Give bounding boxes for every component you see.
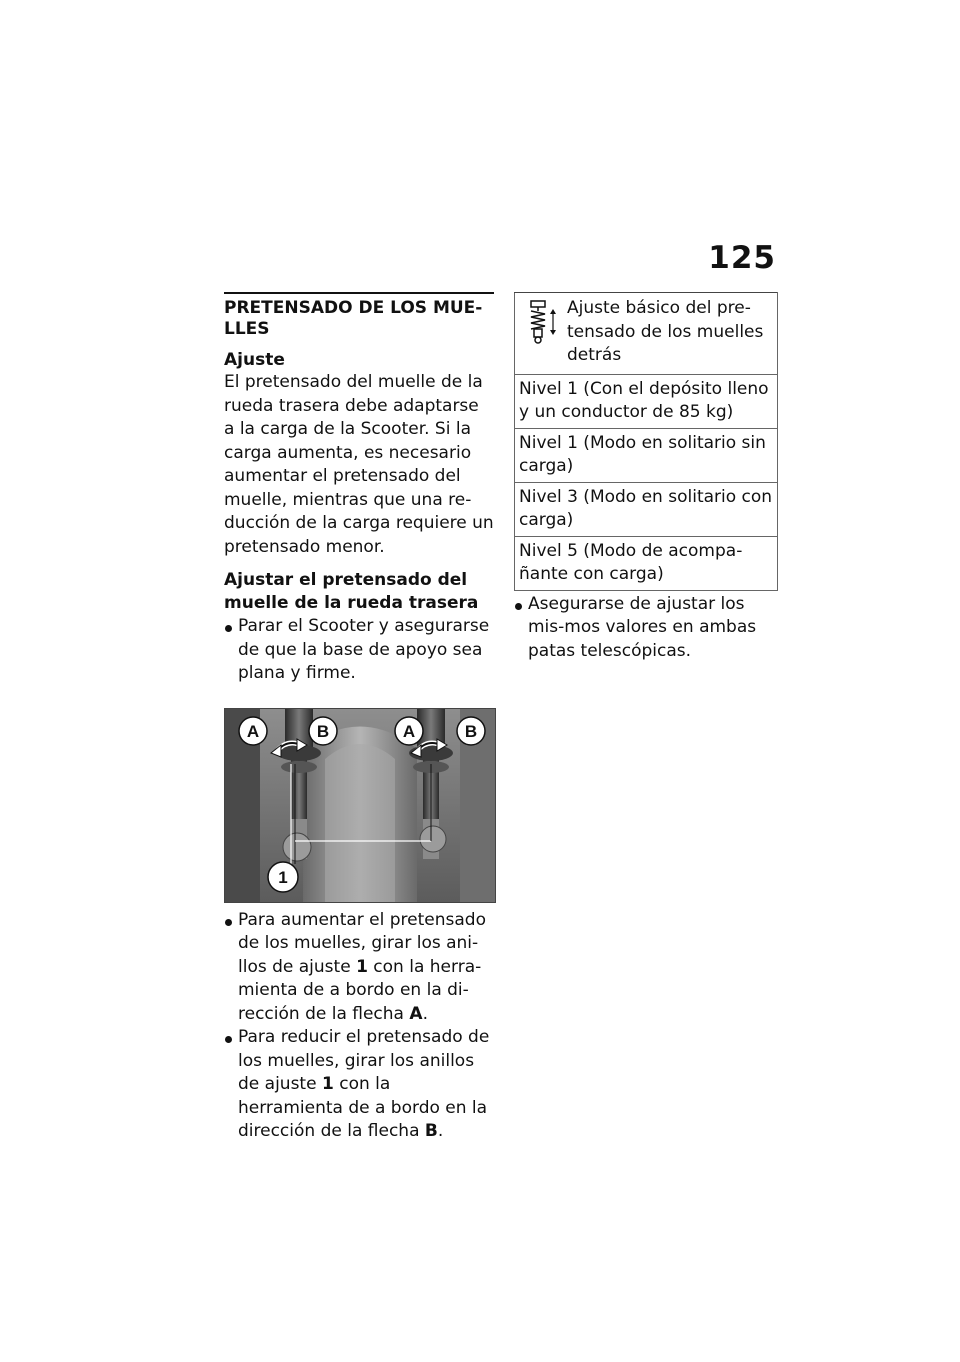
table-cell: Nivel 1 (Modo en solitario sin carga) — [515, 428, 778, 482]
suspension-figure — [224, 708, 496, 903]
bullet-icon — [225, 1036, 232, 1043]
bullet-icon — [225, 919, 232, 926]
right-column — [514, 292, 778, 663]
spring-preload-icon — [525, 299, 561, 345]
step-text: con la herramienta de a bordo en la dirección de la flecha — [238, 1074, 488, 1141]
table-cell: Nivel 3 (Modo en solitario con carga) — [515, 482, 778, 536]
final-note-list — [514, 593, 778, 664]
step-text: Para reducir el pretensado de los muelles, girar los anillos de ajuste — [238, 1027, 490, 1094]
ref-number: 1 — [321, 1074, 334, 1094]
section-title: PRETENSADO DE LOS MUE-LLES — [224, 298, 483, 339]
step-text: Para aumentar el pretensado de los muelles, girar los ani-llos de ajuste — [238, 909, 486, 977]
figure-label-a-right: A — [402, 721, 416, 741]
table-row — [515, 428, 778, 482]
table-cell: Nivel 1 (Con el depósito lleno y un conductor de 85 kg) — [515, 374, 778, 428]
figure-label-b: B — [316, 721, 330, 741]
procedure-list — [224, 615, 494, 686]
step-text: . — [422, 1003, 428, 1024]
table-row — [515, 374, 778, 428]
figure-label-1: 1 — [278, 867, 288, 887]
list-item — [224, 615, 494, 686]
step-text: . — [437, 1121, 444, 1141]
intro-paragraph: El pretensado del muelle de la rueda trasera debe adaptarse a la carga de la Scooter. Si la carga aumenta, es necesario aumentar el pretensado del muelle, mientras que una re-ducción de la carga requiere un pretensado menor. — [224, 372, 494, 557]
rear-suspension-photo — [225, 709, 495, 902]
spec-table — [514, 292, 778, 591]
table-cell: Nivel 5 (Modo de acompa-ñante con carga) — [515, 536, 778, 590]
final-note-text: Asegurarse de ajustar los mis-mos valores en ambas patas telescópicas. — [528, 593, 757, 661]
figure-label-b-right: B — [464, 721, 478, 741]
step-text: con la herra-mienta de a bordo en la di-rección de la flecha — [238, 956, 482, 1024]
table-row — [515, 482, 778, 536]
bullet-icon — [515, 603, 522, 610]
table-row — [515, 536, 778, 590]
adjust-list — [224, 909, 494, 1144]
left-column — [224, 292, 494, 1144]
procedure-heading: Ajustar el pretensado del muelle de la rueda trasera — [224, 570, 479, 613]
bullet-icon — [225, 625, 232, 632]
spec-header-text: Ajuste básico del pre-tensado de los muelles detrás — [567, 298, 764, 365]
ref-letter: A — [409, 1003, 423, 1024]
page-number: 125 — [708, 240, 776, 276]
spec-header-cell — [515, 293, 778, 375]
list-item — [224, 909, 494, 1027]
ref-letter: B — [424, 1121, 438, 1141]
list-item — [514, 593, 778, 664]
spec-table-header — [515, 293, 778, 375]
section-rule — [224, 292, 494, 294]
step-text: Parar el Scooter y asegurarse de que la base de apoyo sea plana y firme. — [238, 616, 490, 683]
ref-number: 1 — [356, 956, 368, 977]
list-item — [224, 1026, 494, 1144]
figure-label-a: A — [246, 721, 260, 741]
subheading-ajuste: Ajuste — [224, 350, 285, 370]
